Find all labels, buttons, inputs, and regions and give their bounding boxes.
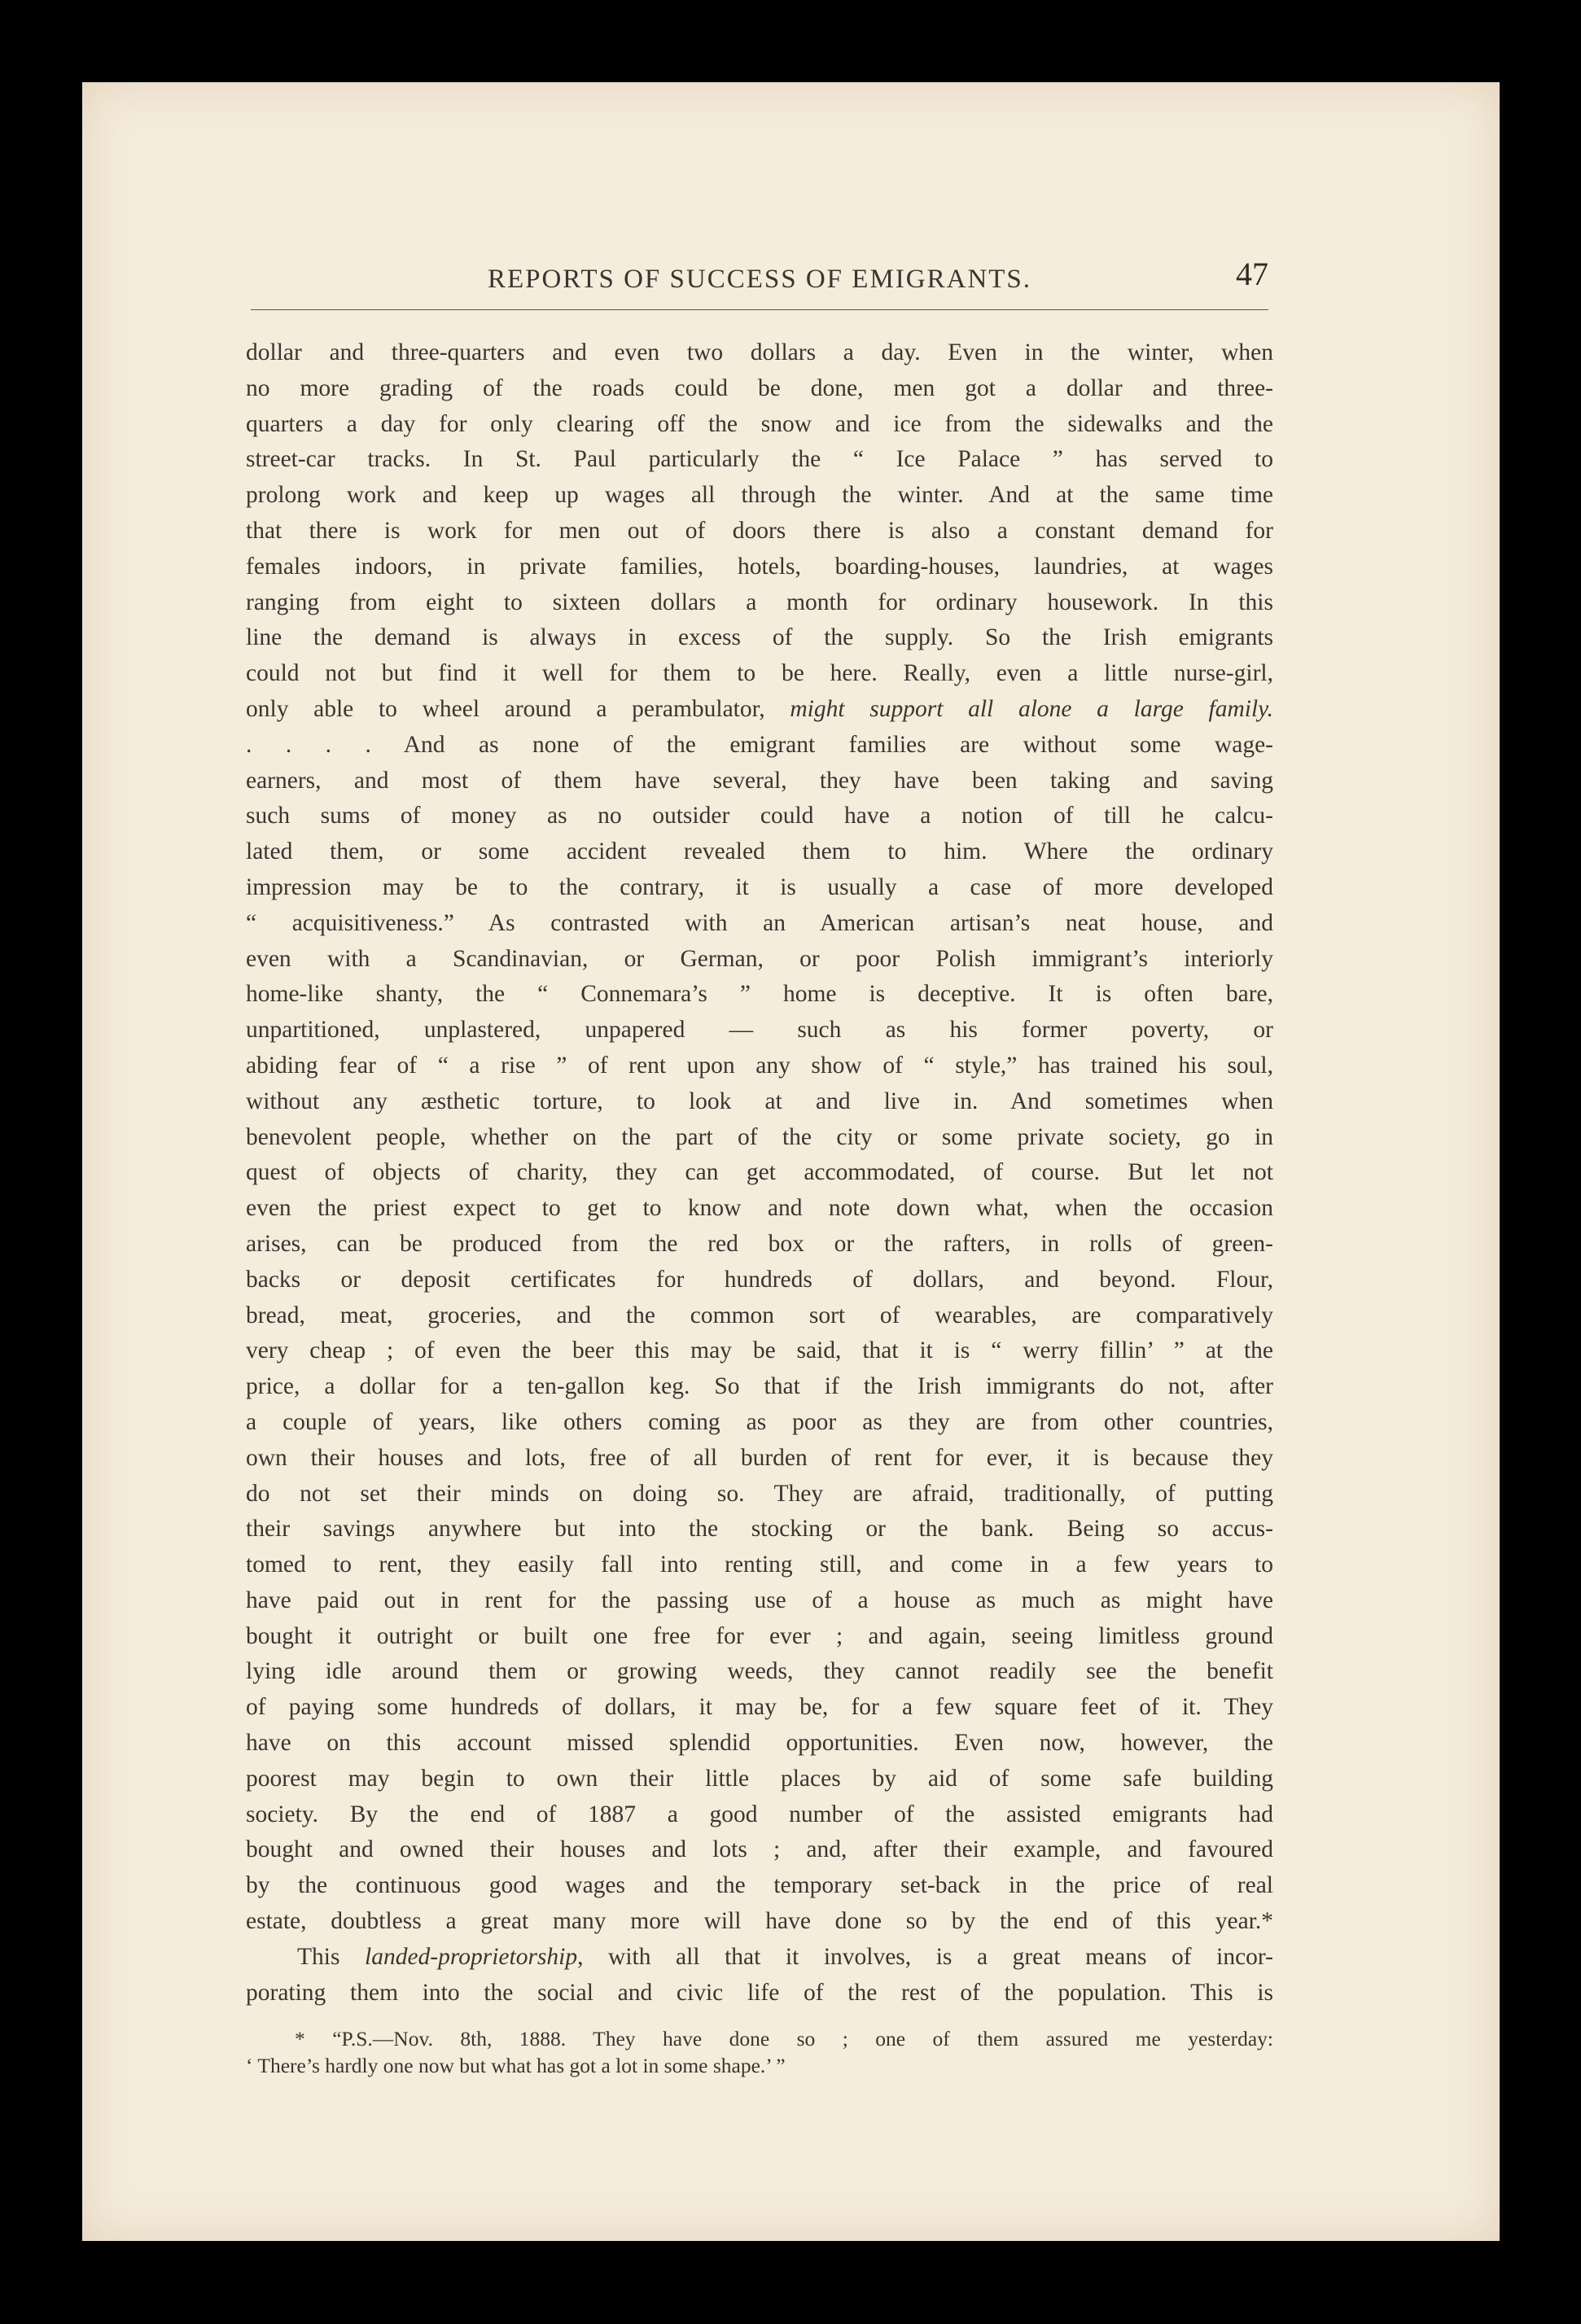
text-line (246, 1547, 1273, 1583)
text-line (246, 870, 1273, 906)
text-run: porating them into the social and civic life of the rest of the population. This is (246, 1979, 1273, 2006)
text-line (246, 764, 1273, 799)
text-run: of paying some hundreds of dollars, it may be, for a few square feet of it. They (246, 1694, 1273, 1721)
text-line (246, 1333, 1273, 1369)
text-line (246, 1298, 1273, 1334)
text-run: impression may be to the contrary, it is usually a case of more developed (246, 873, 1273, 900)
text-line (246, 977, 1273, 1013)
text-run: quest of objects of charity, they can get accommodated, of course. But let not (246, 1159, 1273, 1186)
text-run: even with a Scandinavian, or German, or poor Polish immigrant’s interiorly (246, 945, 1273, 972)
text-run: , with all that it involves, is a great means of incor- (577, 1943, 1273, 1970)
text-line (246, 371, 1273, 407)
text-run: very cheap ; of even the beer this may be said, that it is “ werry fillin’ ” at the (246, 1337, 1273, 1364)
text-line (246, 1832, 1273, 1868)
text-line (246, 1369, 1273, 1405)
text-line (246, 1084, 1273, 1120)
text-line (246, 1940, 1273, 1976)
text-run: could not but find it well for them to be here. Really, even a little nurse-girl, (246, 660, 1273, 687)
text-run: earners, and most of them have several, they have been taking and saving (246, 767, 1273, 794)
text-run: that there is work for men out of doors there is also a constant demand for (246, 517, 1273, 544)
text-run: by the continuous good wages and the temporary set-back in the price of real (246, 1872, 1273, 1899)
text-run: backs or deposit certificates for hundreds of dollars, and beyond. Flour, (246, 1266, 1273, 1293)
text-line (246, 799, 1273, 834)
text-run: females indoors, in private families, hotels, boarding-houses, laundries, at wages (246, 553, 1273, 580)
text-line (246, 1441, 1273, 1477)
italic-text: landed-proprietorship (365, 1943, 578, 1970)
page-number: 47 (1236, 256, 1268, 292)
text-line (246, 585, 1273, 621)
text-line (246, 1762, 1273, 1797)
text-line (246, 335, 1273, 371)
text-run: without any æsthetic torture, to look at and live in. And sometimes when (246, 1088, 1273, 1114)
text-line (246, 728, 1273, 764)
text-run: This (297, 1943, 365, 1970)
text-line (246, 1263, 1273, 1298)
text-line (246, 1191, 1273, 1227)
text-run: even the priest expect to get to know and note down what, when the occasion (246, 1195, 1273, 1222)
text-run: bread, meat, groceries, and the common sort of wearables, are comparatively (246, 1302, 1273, 1328)
text-line (246, 656, 1273, 692)
text-run: do not set their minds on doing so. They are afraid, traditionally, of putting (246, 1480, 1273, 1507)
text-run: no more grading of the roads could be done, men got a dollar and three- (246, 374, 1273, 401)
text-line (246, 1120, 1273, 1156)
text-run: abiding fear of “ a rise ” of rent upon any show of “ style,” has trained his soul, (246, 1052, 1273, 1079)
text-line (246, 1405, 1273, 1441)
text-line (246, 514, 1273, 549)
text-line (246, 1797, 1273, 1833)
text-run: bought it outright or built one free for ever ; and again, seeing limitless ground (246, 1622, 1273, 1649)
text-line (246, 1583, 1273, 1619)
page-header (251, 255, 1268, 304)
text-run: unpartitioned, unplastered, unpapered — such as his former poverty, or (246, 1017, 1273, 1044)
text-run: lying idle around them or growing weeds, they cannot readily see the benefit (246, 1658, 1273, 1685)
text-run: street-car tracks. In St. Paul particularly the “ Ice Palace ” has served to (246, 446, 1273, 473)
text-run: such sums of money as no outsider could have a notion of till he calcu- (246, 803, 1273, 829)
text-line (246, 1619, 1273, 1655)
text-line (246, 692, 1273, 728)
text-line (246, 1227, 1273, 1263)
body-text (246, 335, 1273, 2011)
text-run: arises, can be produced from the red box or the rafters, in rolls of green- (246, 1230, 1273, 1257)
text-run: home-like shanty, the “ Connemara’s ” home is deceptive. It is often bare, (246, 981, 1273, 1008)
text-line (246, 834, 1273, 870)
running-head: REPORTS OF SUCCESS OF EMIGRANTS. (487, 265, 1032, 294)
text-line (246, 1654, 1273, 1690)
text-run: estate, doubtless a great many more will have done so by the end of this year.* (246, 1908, 1273, 1935)
text-line (246, 906, 1273, 942)
text-line (246, 1726, 1273, 1762)
text-run: benevolent people, whether on the part of the city or some private society, go in (246, 1123, 1273, 1150)
header-rule (251, 309, 1268, 310)
text-line (246, 1477, 1273, 1512)
text-line (246, 1512, 1273, 1547)
text-run: “ acquisitiveness.” As contrasted with an American artisan’s neat house, and (246, 909, 1273, 936)
text-line (246, 1868, 1273, 1904)
text-run: own their houses and lots, free of all burden of rent for ever, it is because they (246, 1444, 1273, 1471)
text-run: have paid out in rent for the passing use of a house as much as might have (246, 1587, 1273, 1613)
footnote-line: * “P.S.—Nov. 8th, 1888. They have done so ; one of them assured me yesterday: (295, 2027, 1273, 2050)
footnote (246, 2025, 1273, 2079)
text-run: poorest may begin to own their little places by aid of some safe building (246, 1765, 1273, 1792)
text-line (246, 1690, 1273, 1726)
text-run: quarters a day for only clearing off the snow and ice from the sidewalks and the (246, 410, 1273, 437)
italic-text: might support all alone a large family. (790, 695, 1273, 722)
text-line (246, 549, 1273, 585)
text-line (246, 1904, 1273, 1940)
text-run: tomed to rent, they easily fall into renting still, and come in a few years to (246, 1552, 1273, 1578)
text-line (246, 478, 1273, 514)
text-run: a couple of years, like others coming as poor as they are from other countries, (246, 1408, 1273, 1435)
text-run: dollar and three-quarters and even two dollars a day. Even in the winter, when (246, 339, 1273, 365)
text-run: have on this account missed splendid opportunities. Even now, however, the (246, 1730, 1273, 1757)
text-line (246, 442, 1273, 478)
text-run: line the demand is always in excess of the supply. So the Irish emigrants (246, 624, 1273, 651)
text-run: bought and owned their houses and lots ; and, after their example, and favoured (246, 1836, 1273, 1863)
text-run: ranging from eight to sixteen dollars a month for ordinary housework. In this (246, 589, 1273, 615)
text-run: only able to wheel around a perambulator, (246, 695, 790, 722)
text-run: lated them, or some accident revealed them to him. Where the ordinary (246, 838, 1273, 865)
text-run: . . . . And as none of the emigrant families are without some wage- (246, 731, 1273, 758)
text-run: society. By the end of 1887 a good number of the assisted emigrants had (246, 1801, 1273, 1827)
text-line (246, 1048, 1273, 1084)
text-run: price, a dollar for a ten-gallon keg. So that if the Irish immigrants do not, after (246, 1373, 1273, 1400)
footnote-line: ‘ There’s hardly one now but what has got a lot in some shape.’ ” (246, 2054, 786, 2077)
text-run: their savings anywhere but into the stocking or the bank. Being so accus- (246, 1516, 1273, 1543)
text-line (246, 620, 1273, 656)
text-run: prolong work and keep up wages all through the winter. And at the same time (246, 482, 1273, 509)
text-line (246, 942, 1273, 978)
text-line (246, 1976, 1273, 2011)
text-line (246, 1013, 1273, 1048)
text-line (246, 1155, 1273, 1191)
text-line (246, 407, 1273, 443)
